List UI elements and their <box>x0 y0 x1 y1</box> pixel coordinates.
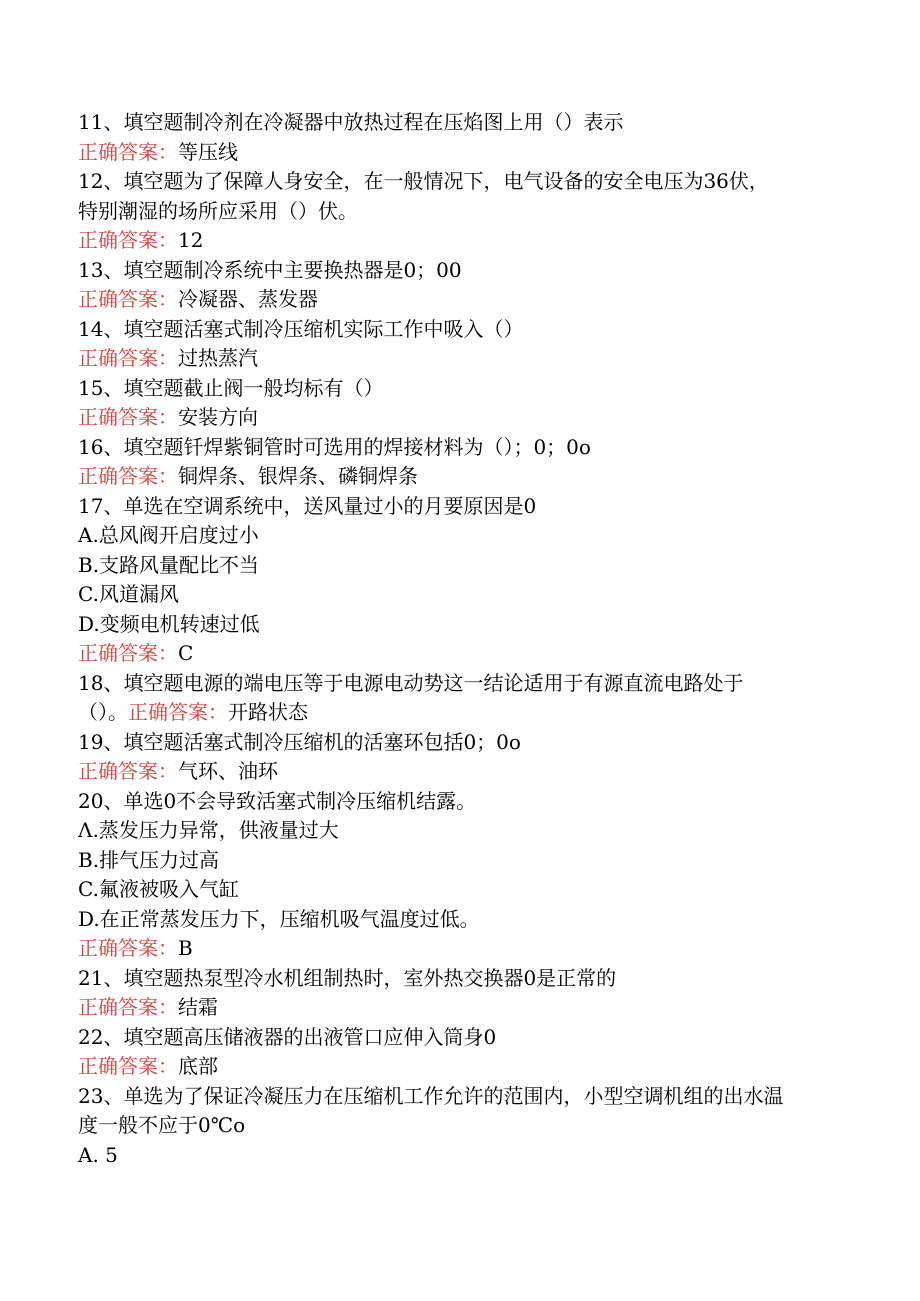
answer-value: 过热蒸汽 <box>178 346 258 370</box>
answer-value: 结霜 <box>178 995 218 1019</box>
answer-label: 正确答案： <box>78 405 178 429</box>
answer-label: 正确答案： <box>78 1054 178 1078</box>
answer-line <box>78 138 858 167</box>
question-line: 21、填空题热泵型冷水机组制热时，室外热交换器0是正常的 <box>78 965 617 990</box>
answer-line <box>78 934 858 963</box>
answer-label: 正确答案： <box>78 936 178 960</box>
answer-label: 正确答案： <box>78 464 178 488</box>
question-line: C.风道漏风 <box>78 582 179 606</box>
question-line: 19、填空题活塞式制冷压缩机的活塞环包括0；0o <box>78 729 521 754</box>
answer-label: 正确答案： <box>78 759 178 783</box>
question-line: 12、填空题为了保障人身安全，在一般情况下，电气设备的安全电压为36伏， <box>78 169 769 193</box>
answer-value: C <box>178 641 194 665</box>
question-line: 23、单选为了保证冷凝压力在压缩机工作允许的范围内，小型空调机组的出水温 <box>78 1083 784 1108</box>
question-line: A.总风阀开启度过小 <box>78 523 259 547</box>
answer-value: 12 <box>178 228 204 252</box>
question-line: A. 5 <box>78 1142 118 1167</box>
question-line: 20、单选0不会导致活塞式制冷压缩机结露。 <box>78 788 477 813</box>
answer-label: 正确答案： <box>78 995 178 1019</box>
question-line: Λ.蒸发压力异常，供液量过大 <box>78 818 339 842</box>
answer-line <box>78 639 858 668</box>
answer-line <box>78 757 858 786</box>
question-answer-line <box>78 698 858 727</box>
answer-line <box>78 403 858 432</box>
answer-value: 等压线 <box>178 139 238 164</box>
answer-label: 正确答案： <box>78 346 178 370</box>
question-line: 22、填空题高压储液器的出液管口应伸入筒身0 <box>78 1024 497 1049</box>
question-line: B.排气压力过高 <box>78 847 220 872</box>
answer-value: 铜焊条、银焊条、磷铜焊条 <box>178 464 418 488</box>
question-line: 18、填空题电源的端电压等于电源电动势这一结论适用于有源直流电路处于 <box>78 670 744 695</box>
question-line: 度一般不应于0℃o <box>78 1113 246 1137</box>
question-tail: （）。 <box>78 700 128 724</box>
question-line: 13、填空题制冷系统中主要换热器是0；00 <box>78 257 462 282</box>
question-line: D.变频电机转速过低 <box>78 611 260 636</box>
question-line: 14、填空题活塞式制冷压缩机实际工作中吸入（） <box>78 316 524 341</box>
answer-value: 底部 <box>178 1054 218 1078</box>
question-line: 特别潮湿的场所应采用（）伏。 <box>78 198 358 223</box>
answer-label: 正确答案： <box>78 139 178 164</box>
answer-line <box>78 993 858 1022</box>
question-line: D.在正常蒸发压力下，压缩机吸气温度过低。 <box>78 906 480 931</box>
answer-value: B <box>178 936 193 960</box>
answer-label: 正确答案： <box>78 228 178 252</box>
question-line: B.支路风量配比不当 <box>78 552 260 577</box>
question-line: 15、填空题截止阀一般均标有（） <box>78 375 384 400</box>
question-line: 17、单选在空调系统中，送风量过小的月要原因是0 <box>78 493 537 518</box>
answer-value: 气环、油环 <box>178 759 278 783</box>
answer-line <box>78 462 858 491</box>
question-line: 11、填空题制冷剂在冷凝器中放热过程在压焰图上用（）表示 <box>78 110 624 134</box>
answer-label: 正确答案： <box>78 287 178 311</box>
answer-value: 冷凝器、蒸发器 <box>178 287 318 311</box>
answer-line <box>78 344 858 373</box>
answer-label: 正确答案： <box>128 700 228 724</box>
answer-value: 安装方向 <box>178 405 258 429</box>
question-line: 16、填空题钎焊紫铜管时可选用的焊接材料为（）；0；0o <box>78 434 591 459</box>
answer-value: 开路状态 <box>228 700 308 724</box>
answer-line <box>78 1052 858 1081</box>
answer-line <box>78 226 858 255</box>
question-line: C.氟液被吸入气缸 <box>78 877 239 901</box>
answer-line <box>78 285 858 314</box>
answer-label: 正确答案： <box>78 641 178 665</box>
